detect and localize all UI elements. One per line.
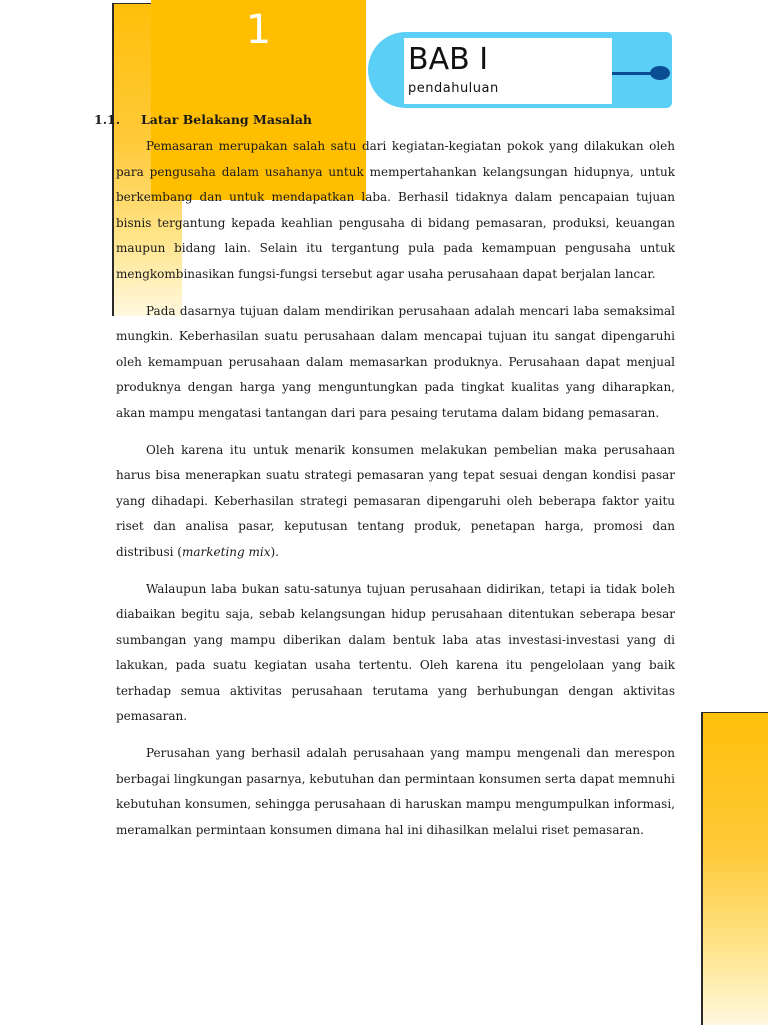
paragraph: Pemasaran merupakan salah satu dari kegiatan-kegiatan pokok yang dilakukan oleh para pengusaha dalam usahanya untuk mempertahankan kelangsungan hidupnya, untuk berkembang dan untuk mendapatkan laba. Berhasil tidaknya dalam pencapaian tujuan bisnis tergantung kepada keahlian pengusaha di bidang pemasaran, produksi, keuangan maupun bidang lain. Selain itu tergantung pula pada kemampuan pengusaha untuk mengkombinasikan fungsi-fungsi tersebut agar usaha perusahaan dapat berjalan lancar. bbox=[116, 139, 675, 281]
paragraph-text: ). bbox=[270, 544, 279, 559]
chapter-subtitle: pendahuluan bbox=[408, 81, 499, 96]
banner-pin-head bbox=[650, 66, 670, 80]
section-heading bbox=[94, 112, 312, 127]
paragraph: Walaupun laba bukan satu-satunya tujuan perusahaan didirikan, tetapi ia tidak boleh diabaikan begitu saja, sebab kelangsungan hidup perusahaan ditentukan seberapa besar sumbangan yang mampu diberikan dalam bentuk laba atas investasi-investasi yang di lakukan, pada suatu kegiatan usaha tertentu. Oleh karena itu pengelolaan yang baik terhadap semua aktivitas perusahaan terutama yang berhubungan dengan aktivitas pemasaran. bbox=[116, 581, 675, 724]
chapter-number: 1 bbox=[245, 7, 272, 53]
section-number: 1.1. bbox=[94, 112, 121, 127]
italic-term: marketing mix bbox=[181, 544, 271, 559]
paragraph bbox=[116, 438, 675, 566]
chapter-title: BAB I bbox=[408, 42, 489, 77]
section-title: Latar Belakang Masalah bbox=[141, 112, 313, 127]
paragraph-text: Oleh karena itu untuk menarik konsumen melakukan pembelian maka perusahaan harus bisa menerapkan suatu strategi pemasaran yang tepat sesuai dengan kondisi pasar yang dihadapi. Keberhasilan strategi pemasaran dipengaruhi oleh beberapa faktor yaitu riset dan analisa pasar, keputusan tentang produk, penetapan harga, promosi dan distribusi ( bbox=[116, 442, 675, 559]
paragraph: Perusahan yang berhasil adalah perusahaan yang mampu mengenali dan merespon berbagai lingkungan pasarnya, kebutuhan dan permintaan konsumen serta dapat memnuhi kebutuhan konsumen, sehingga perusahaan di haruskan mampu mengumpulkan informasi, meramalkan permintaan konsumen dimana hal ini dihasilkan melalui riset pemasaran. bbox=[116, 746, 675, 837]
corner-decoration bbox=[701, 712, 768, 1025]
body-text bbox=[116, 134, 675, 854]
paragraph: Pada dasarnya tujuan dalam mendirikan perusahaan adalah mencari laba semaksimal mungkin. Keberhasilan suatu perusahaan dalam mencapai tujuan itu sangat dipengaruhi oleh kemampuan perusahaan dalam memasarkan produknya. Perusahaan dapat menjual produknya dengan harga yang menguntungkan pada tingkat kualitas yang diharapkan, akan mampu mengatasi tantangan dari para pesaing terutama dalam bidang pemasaran. bbox=[116, 303, 675, 420]
